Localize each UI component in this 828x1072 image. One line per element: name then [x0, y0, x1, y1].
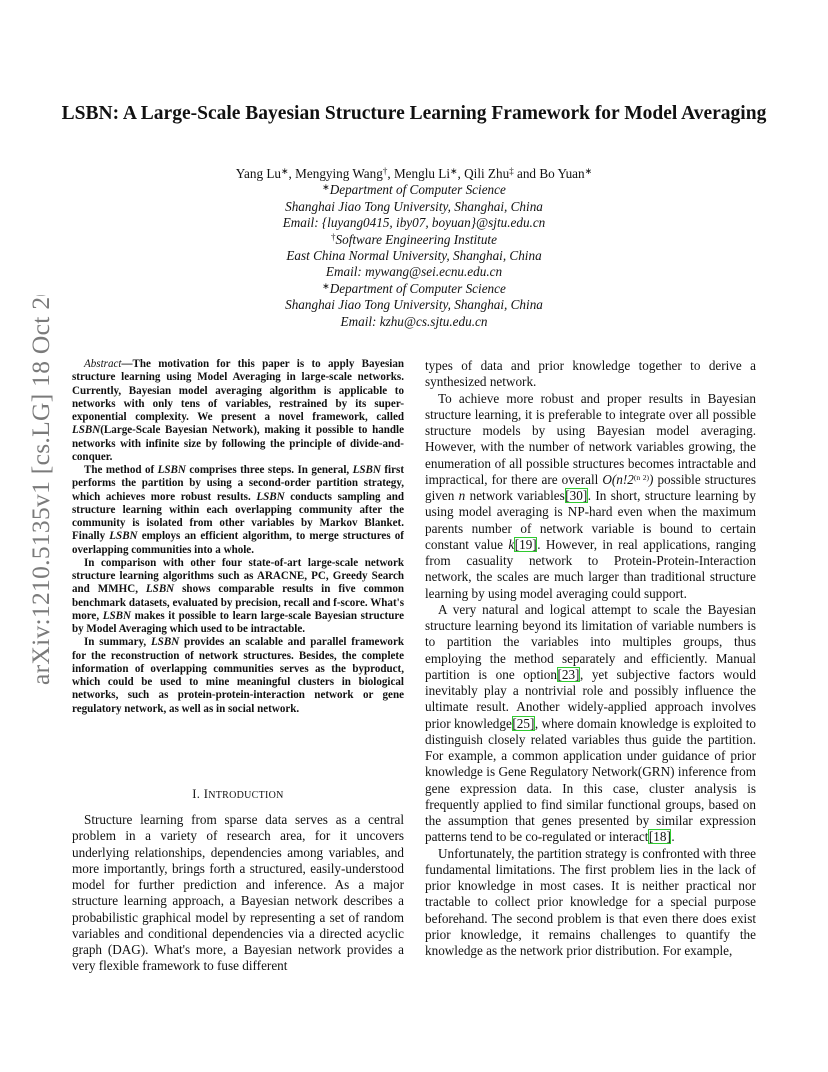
- affiliation-mark: ‡: [509, 166, 514, 176]
- affiliation-university: Shanghai Jiao Tong University, Shanghai, China: [285, 198, 543, 214]
- abstract-text: comprises three steps. In general,: [185, 464, 353, 476]
- section-number: I.: [192, 787, 201, 801]
- abstract-text: makes it possible to learn large-scale Bayesian structure by Model Averaging which used to be intractable.: [72, 609, 404, 635]
- affiliation-university: Shanghai Jiao Tong University, Shanghai, China: [285, 297, 543, 313]
- author-separator: ,: [387, 166, 391, 181]
- body-text: , where domain knowledge is exploited to distinguish closely related variables thus guide the partition. For example, a common application under guidance of prior knowledge is Gene Regulatory Network(GRN) inference from gene expression data. In this case, cluster analysis is frequently applied to find similar functional groups, based on the assumption that genes presented by similar expression patterns tend to be co-regulated or interact: [425, 715, 757, 845]
- citation-link[interactable]: [19]: [514, 536, 537, 552]
- citation-link[interactable]: [23]: [557, 666, 580, 682]
- intro-paragraph: Unfortunately, the partition strategy is confronted with three fundamental limitations. The first problem lies in the lack of prior knowledge in most cases. It is neither practical nor tractable to collect prior knowledge for a special purpose beforehand. The second problem is that even there does exist prior knowledge, it remains challenges to quantify the knowledge as the network prior distribution. For example,: [425, 845, 756, 958]
- affiliation-mark: †: [382, 166, 388, 176]
- abstract-text: —The motivation for this paper is to apply Bayesian structure learning using Model Averaging in large-scale networks. Currently, Bayesian model averaging algorithm is applicable to networks with only tens of variables, restrained by its super-exponential complexity. We present a novel framework, called: [72, 358, 404, 423]
- affiliation-department: [100, 232, 728, 248]
- section-title-initial: I: [203, 787, 209, 801]
- abstract-text: The method of: [84, 464, 158, 476]
- abstract-text: conducts sampling and structure learning within each overlapping community after the community is isolated from other variables by Markov Blanket. Finally: [72, 490, 405, 543]
- method-name: LSBN: [72, 424, 101, 437]
- method-name: LSBN: [256, 490, 285, 503]
- author-name: Yang Lu: [235, 166, 281, 181]
- affiliation-text: Department of Computer Science: [329, 280, 506, 296]
- body-text: . In short, structure learning by using model averaging is NP-hard even when the maximum parents number of network variable is bound to certain constant value: [425, 488, 756, 552]
- method-name: LSBN: [102, 609, 131, 622]
- author-list: [100, 166, 728, 182]
- abstract-label: Abstract: [84, 358, 122, 370]
- citation-link[interactable]: [18]: [648, 829, 671, 845]
- citation-link[interactable]: [30]: [565, 488, 588, 503]
- body-text: To achieve more robust and proper results in Bayesian structure learning, it is preferable to integrate over all possible structure models by using Bayesian model averaging. However, with the number of network variables growing, the enumeration of all possible structures becomes intractable and impractical, for there are overall: [425, 390, 756, 487]
- abstract-text: (Large-Scale Bayesian Network), making it possible to handle networks with infinite size by following the principle of divide-and-conquer.: [72, 424, 404, 463]
- affiliation-mark: ∗: [584, 166, 593, 176]
- formula-text: O(n!2: [602, 471, 634, 487]
- body-text: . However, in real applications, ranging from casuality network to Protein-Protein-Interaction network, the scales are much larger than traditional structure learning by using model averaging could support.: [425, 536, 756, 601]
- author-block: [100, 166, 728, 330]
- intro-paragraph: [425, 391, 756, 602]
- author-name: Menglu Li: [393, 166, 450, 181]
- affiliation-department: [100, 182, 728, 198]
- method-name: LSBN: [145, 583, 175, 596]
- author-name: Qili Zhu: [464, 166, 510, 181]
- section-heading-text: [72, 787, 404, 802]
- intro-paragraph: [425, 602, 756, 846]
- variable-n: n: [458, 488, 466, 503]
- method-name: LSBN: [157, 464, 186, 476]
- affiliation-mark: ∗: [449, 166, 458, 176]
- section-heading-introduction: [72, 787, 404, 802]
- affiliation-email: Email: kzhu@cs.sjtu.edu.cn: [340, 313, 488, 329]
- abstract-text: provides an scalable and parallel framework for the reconstruction of network structures. Besides, the complete information of overlapping communities serves as the byproduct, which could be used to mine meaningful clusters in biological networks, such as protein-protein-interaction network or gene regulatory network, as well as in social network.: [72, 636, 404, 715]
- affiliation-text: Department of Computer Science: [329, 182, 506, 198]
- affiliation-mark: ∗: [322, 280, 330, 291]
- body-text: possible structures given: [425, 471, 756, 503]
- body-text: network variables: [465, 488, 565, 503]
- abstract-paragraph: [72, 636, 404, 716]
- affiliation-university: East China Normal University, Shanghai, China: [286, 248, 542, 264]
- author-name: Mengying Wang: [295, 166, 383, 181]
- complexity-formula: [602, 472, 653, 487]
- affiliation-department: [100, 281, 728, 297]
- method-name: LSBN: [352, 464, 381, 476]
- abstract-text: In comparison with other four state-of-art large-scale network structure learning algorithms such as ARACNE, PC, Greedy Search and MMHC,: [72, 556, 404, 596]
- affiliation-email: Email: {luyang0415, iby07, boyuan}@sjtu.edu.cn: [282, 215, 546, 231]
- author-separator: ,: [288, 166, 292, 181]
- citation-link[interactable]: [25]: [512, 715, 535, 731]
- abstract-paragraph: [72, 464, 404, 557]
- abstract-text: first performs the partition by using a second-order partition strategy, which achieves more robust results.: [72, 464, 404, 503]
- affiliation-email: Email: mywang@sei.ecnu.edu.cn: [325, 264, 503, 280]
- abstract-text: In summary,: [84, 636, 151, 649]
- abstract-text: employs an efficient algorithm, to merge structures of overlapping communities into a whole.: [72, 530, 404, 556]
- formula-text: ): [648, 471, 654, 487]
- arxiv-identifier-text: arXiv:1210.5135v1 [cs.LG] 18 Oct 2012: [26, 295, 55, 685]
- affiliation-mark: †: [331, 231, 336, 242]
- paper-title: LSBN: A Large-Scale Bayesian Structure Learning Framework for Model Averaging: [61, 103, 767, 124]
- abstract-paragraph: [72, 557, 404, 637]
- author-name: Bo Yuan: [539, 166, 585, 181]
- abstract-paragraph: [72, 358, 404, 464]
- author-conjunction: and: [516, 166, 537, 181]
- intro-paragraph: Structure learning from sparse data serves as a central problem in a variety of research area, for it uncovers underlying relationships, dependencies among variables, and more importantly, brings forth a structured, easily-understood model for further prediction and inference. As a major structure learning approach, a Bayesian network describes a probabilistic graphical model by representing a set of random variables and conditional dependencies via a directed acyclic graph (DAG). What's more, a Bayesian network provides a very flexible framework to fuse different: [72, 812, 404, 974]
- body-text: A very natural and logical attempt to scale the Bayesian structure learning beyond its limitation of variable numbers is to partition the variables into multiples groups, thus employing the method separately and efficiently. Manual partition is one option: [425, 601, 756, 682]
- introduction-right-column: [425, 358, 756, 959]
- method-name: LSBN: [109, 530, 138, 543]
- formula-binomial: (n 2): [633, 472, 649, 482]
- body-text: .: [671, 829, 675, 845]
- section-title-rest: NTRODUCTION: [208, 790, 284, 801]
- affiliation-text: Software Engineering Institute: [335, 231, 497, 247]
- affiliation-mark: ∗: [322, 182, 330, 193]
- author-separator: ,: [457, 166, 461, 181]
- affiliation-mark: ∗: [281, 166, 289, 176]
- body-text: , yet subjective factors would inevitably play a nontrivial role and possibly influence the ultimate result. Another widely-applied approach involves prior knowledge: [425, 666, 756, 731]
- abstract: [72, 358, 404, 716]
- introduction-left-column: [72, 812, 404, 975]
- abstract-text: shows comparable results in five common benchmark datasets, evaluated by precision, recall and f-score. What's more,: [72, 583, 404, 622]
- intro-paragraph: types of data and prior knowledge together to derive a synthesized network.: [425, 358, 756, 390]
- method-name: LSBN: [150, 636, 180, 649]
- variable-k: k: [508, 536, 515, 552]
- arxiv-identifier-stamp: [13, 295, 61, 685]
